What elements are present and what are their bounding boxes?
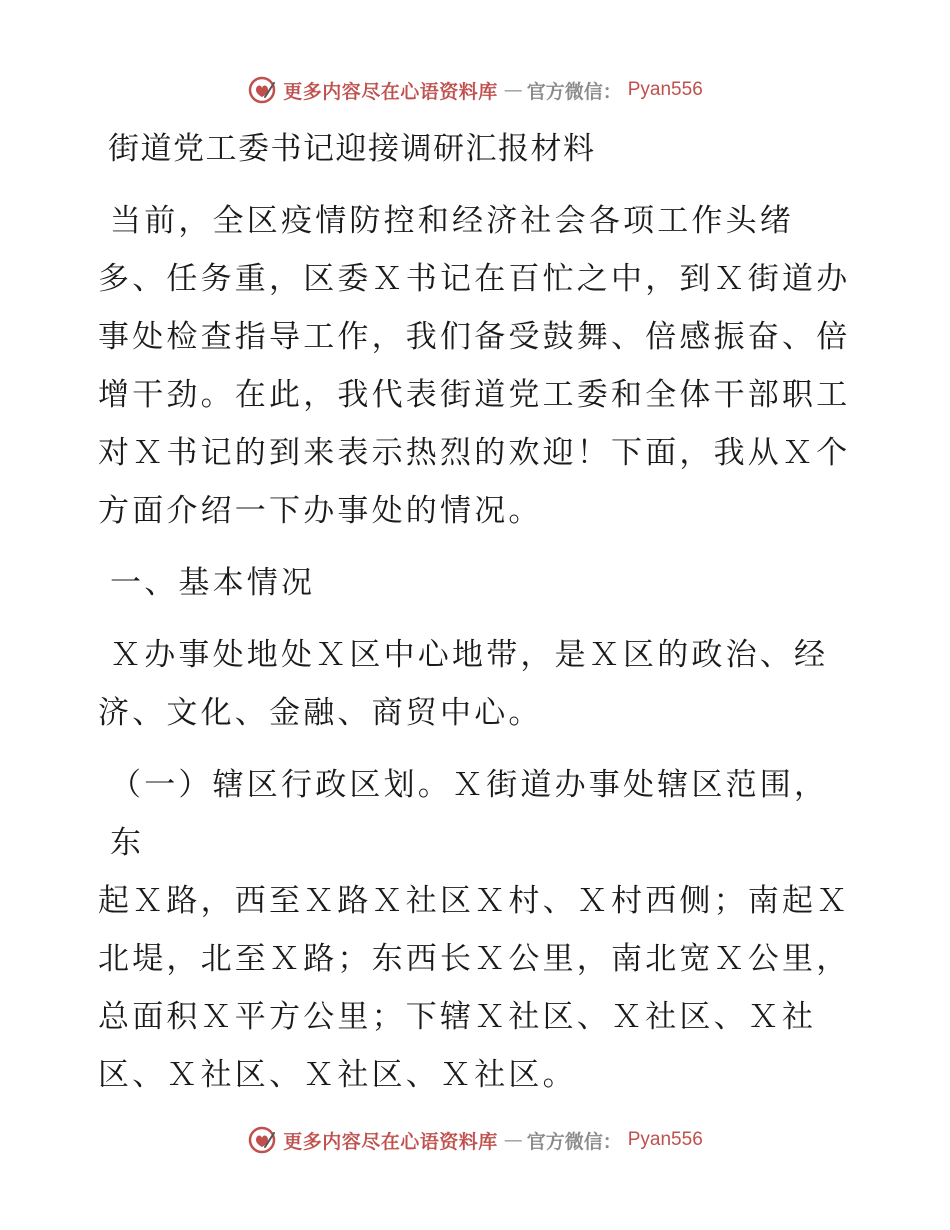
heart-pen-logo-icon <box>247 75 277 105</box>
section1-para2-rest: 起Ｘ路，西至Ｘ路Ｘ社区Ｘ村、Ｘ村西侧；南起Ｘ北堤，北至Ｘ路；东西长Ｘ公里，南北宽Ｘ公里，总面积Ｘ平方公里；下辖Ｘ社区、Ｘ社区、Ｘ社区、Ｘ社区、Ｘ社区、Ｘ社区。 <box>98 883 851 1093</box>
watermark-wechat-id: Pyan556 <box>627 79 703 100</box>
section1-para1-rest: 济、文化、金融、商贸中心。 <box>98 695 543 731</box>
watermark-label: 官方微信： <box>526 80 622 103</box>
section1-paragraph-1 <box>98 626 858 742</box>
watermark-text: 更多内容尽在心语资料库 <box>283 80 498 103</box>
watermark-dash: — <box>503 79 521 101</box>
watermark-wechat-id: Pyan556 <box>627 1129 703 1150</box>
section1-paragraph-2 <box>98 756 858 1104</box>
intro-paragraph <box>98 192 858 540</box>
section1-heading: 一、基本情况 <box>110 565 316 601</box>
intro-rest: 多、任务重，区委Ｘ书记在百忙之中，到Ｘ街道办事处检查指导工作，我们备受鼓舞、倍感振奋、倍增干劲。在此，我代表街道党工委和全体干部职工对Ｘ书记的到来表示热烈的欢迎！下面，我从Ｘ个方面介绍一下办事处的情况。 <box>98 261 851 529</box>
watermark-text: 更多内容尽在心语资料库 <box>283 1130 498 1153</box>
section-heading-basic <box>98 554 858 612</box>
section1-para2-first-line: （一）辖区行政区划。Ｘ街道办事处辖区范围，东 <box>110 767 829 861</box>
intro-first-line: 当前，全区疫情防控和经济社会各项工作头绪 <box>110 203 794 239</box>
footer-watermark <box>0 1120 950 1160</box>
section1-para1-first-line: Ｘ办事处地处Ｘ区中心地带，是Ｘ区的政治、经 <box>110 637 829 673</box>
document-body <box>98 120 858 1104</box>
watermark-label: 官方微信： <box>526 1130 622 1153</box>
watermark-dash: — <box>503 1129 521 1151</box>
header-watermark <box>0 70 950 110</box>
document-title: 街道党工委书记迎接调研汇报材料 <box>108 131 596 167</box>
heart-pen-logo-icon <box>247 1125 277 1155</box>
